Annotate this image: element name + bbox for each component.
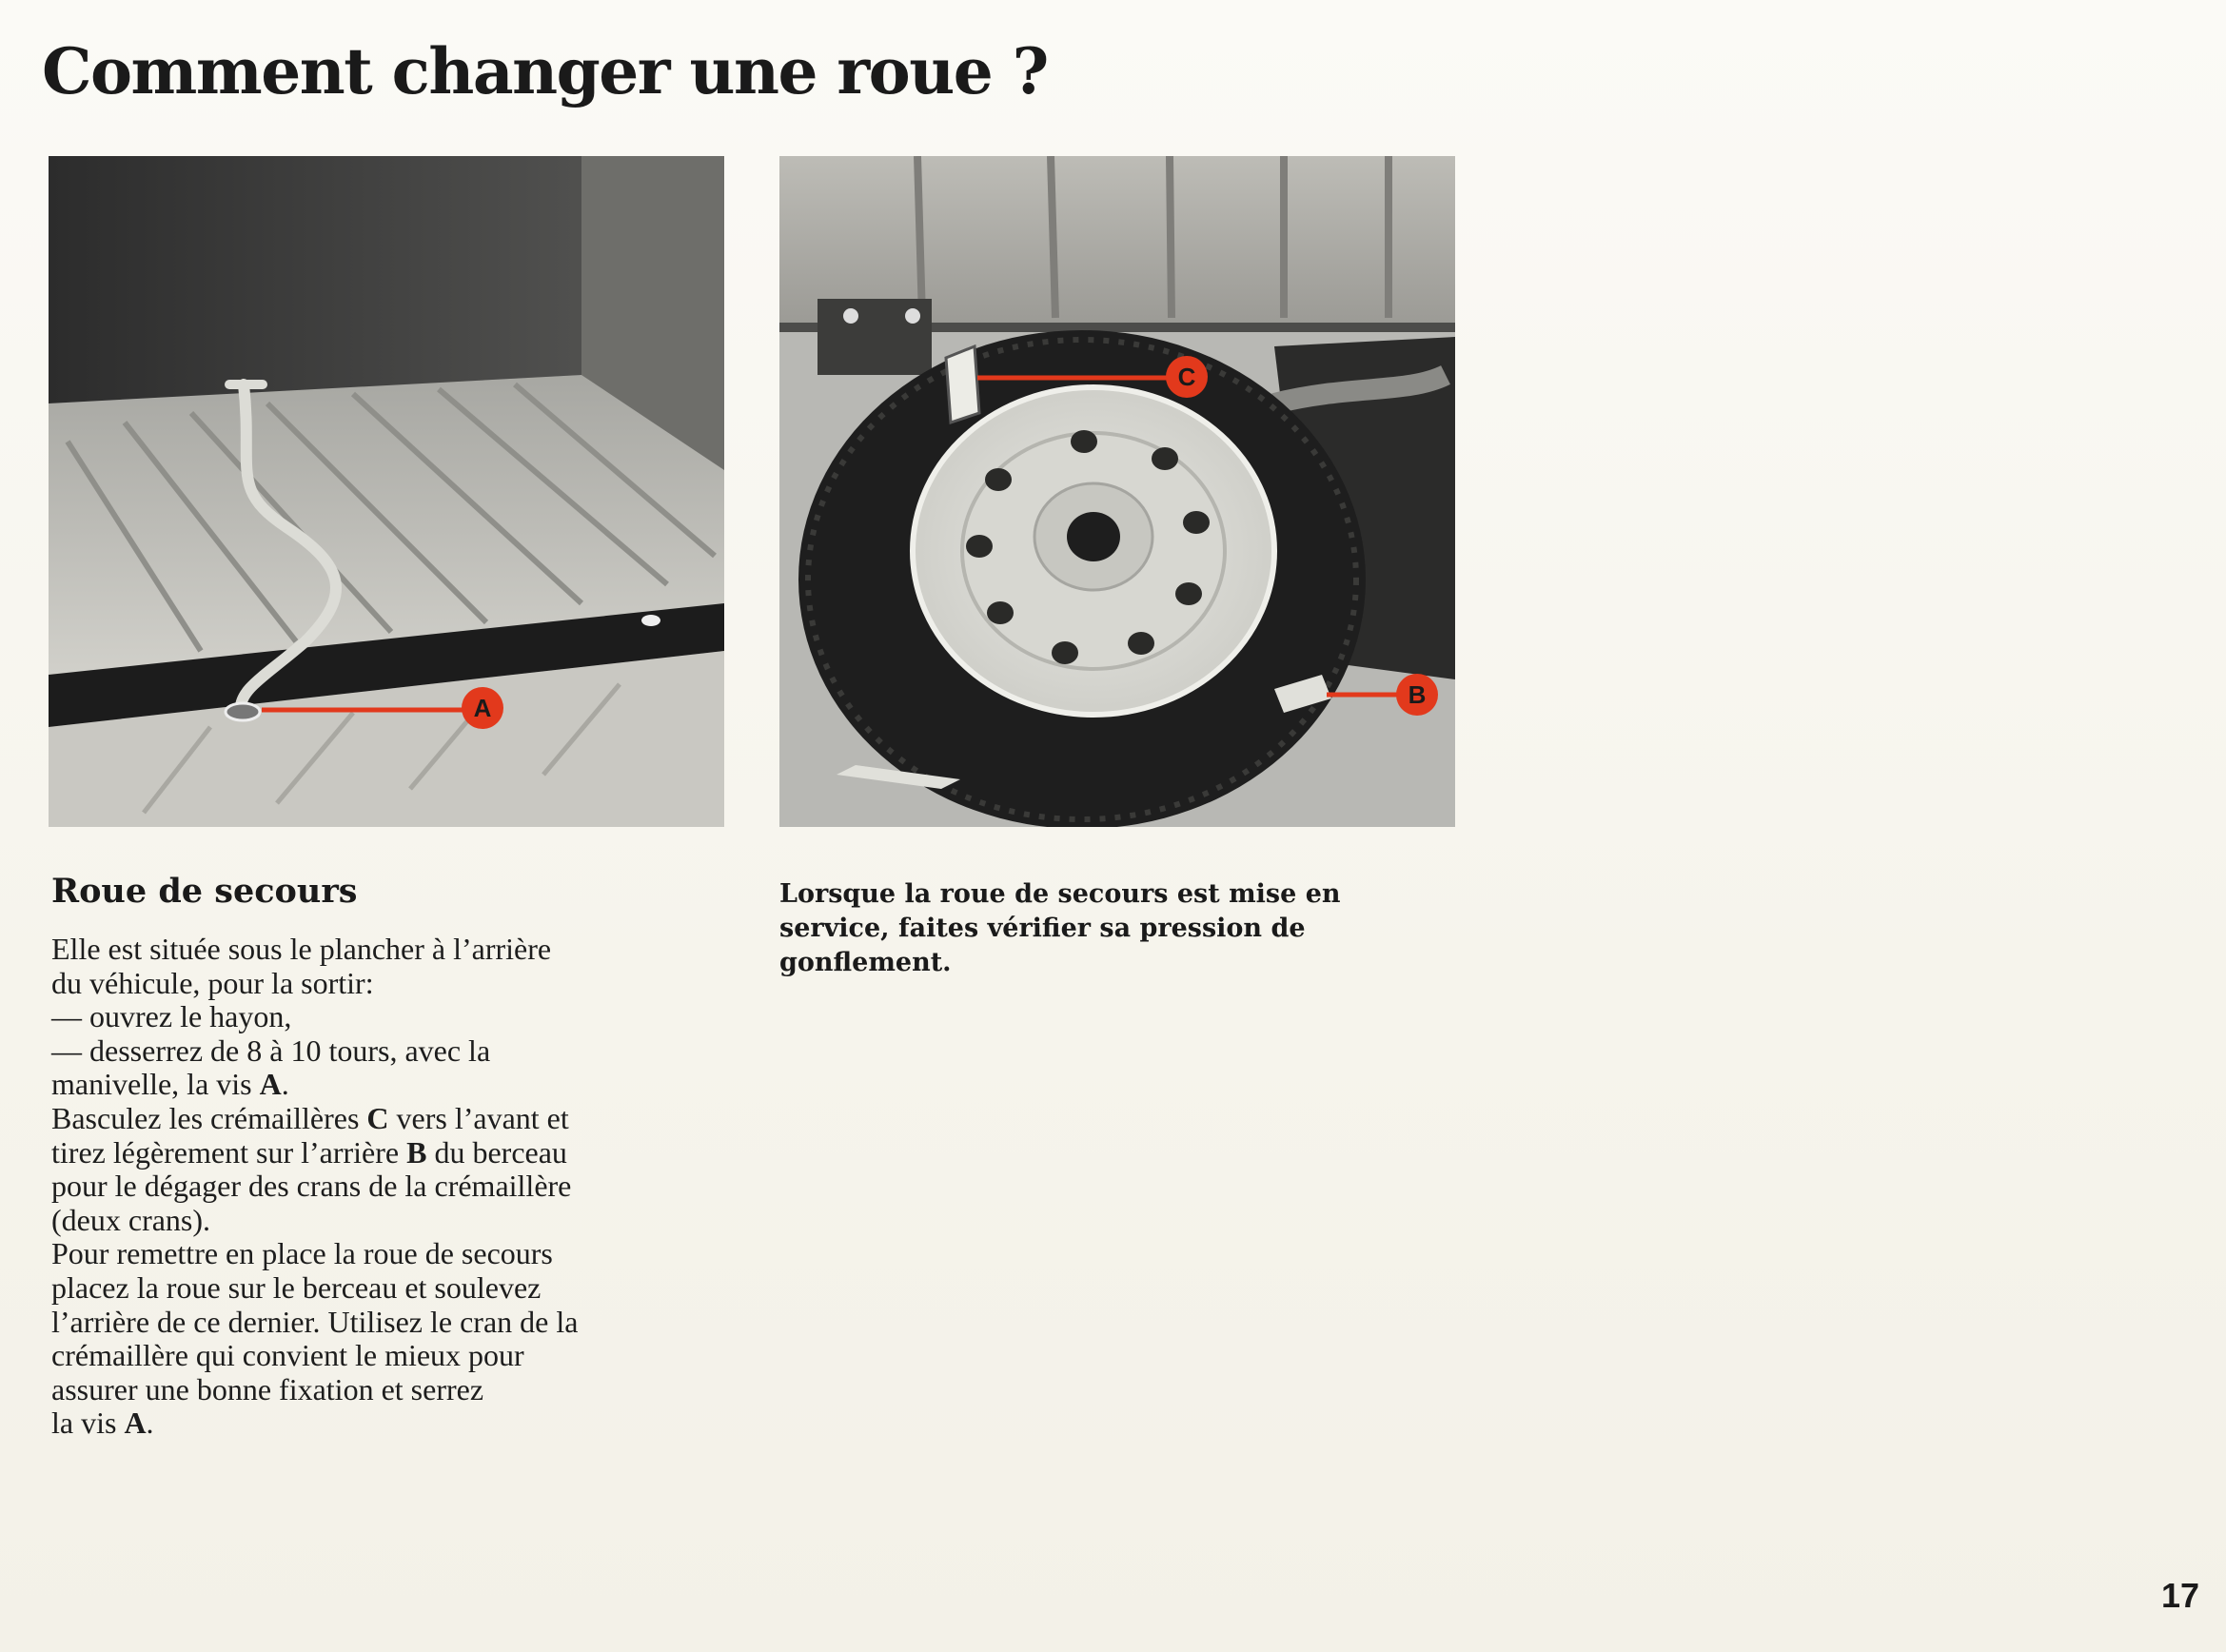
reference-letter: A bbox=[259, 1067, 282, 1102]
body-line-text: la vis bbox=[51, 1406, 125, 1441]
body-line bbox=[51, 1373, 718, 1407]
note-line: service, faites vérifier sa pression de bbox=[779, 914, 1306, 943]
note-line: gonflement. bbox=[779, 948, 952, 977]
body-line-tail: . bbox=[146, 1406, 154, 1441]
body-line bbox=[51, 1204, 718, 1238]
body-line bbox=[51, 1000, 718, 1034]
body-line-text: manivelle, la vis bbox=[51, 1067, 260, 1102]
body-line bbox=[51, 967, 718, 1001]
body-line bbox=[51, 1271, 718, 1306]
body-line-text: l’arrière de ce dernier. Utilisez le cran de la bbox=[51, 1304, 579, 1339]
trunk-floor-illustration bbox=[49, 156, 724, 827]
body-line-text: du véhicule, pour la sortir: bbox=[51, 965, 374, 1000]
body-line bbox=[51, 1136, 718, 1170]
body-line-text: Basculez les crémaillères bbox=[51, 1100, 367, 1135]
body-line bbox=[51, 1102, 718, 1136]
body-line-text: Elle est située sous le plancher à l’arrière bbox=[51, 932, 552, 966]
body-line-text: tirez légèrement sur l’arrière bbox=[51, 1134, 407, 1170]
body-line bbox=[51, 1406, 718, 1441]
body-line-tail: du berceau bbox=[426, 1134, 567, 1170]
marker-a-label: A bbox=[473, 694, 492, 722]
page-title: Comment changer une roue ? bbox=[42, 34, 1048, 108]
body-line bbox=[51, 1170, 718, 1204]
page-number: 17 bbox=[2160, 1576, 2199, 1615]
spare-wheel-photo bbox=[779, 156, 1455, 827]
pressure-note bbox=[779, 877, 1389, 980]
reference-letter: A bbox=[124, 1406, 147, 1441]
note-line: Lorsque la roue de secours est mise en bbox=[779, 879, 1341, 909]
section-heading: Roue de secours bbox=[51, 872, 358, 911]
body-line-tail: . bbox=[281, 1067, 289, 1102]
spare-wheel-illustration bbox=[779, 156, 1455, 827]
section-body bbox=[51, 933, 718, 1441]
body-line-text: — ouvrez le hayon, bbox=[51, 999, 292, 1034]
body-line-text: (deux crans). bbox=[51, 1202, 211, 1237]
body-line bbox=[51, 1339, 718, 1373]
body-line-text: crémaillère qui convient le mieux pour bbox=[51, 1338, 524, 1373]
body-line-text: placez la roue sur le berceau et soulevez bbox=[51, 1269, 542, 1305]
body-line bbox=[51, 933, 718, 967]
body-line-tail: vers l’avant et bbox=[388, 1100, 569, 1135]
trunk-floor-photo bbox=[49, 156, 724, 827]
body-line-text: assurer une bonne fixation et serrez bbox=[51, 1371, 484, 1406]
body-line-text: pour le dégager des crans de la crémaillère bbox=[51, 1169, 572, 1204]
body-line-text: — desserrez de 8 à 10 tours, avec la bbox=[51, 1032, 491, 1068]
body-line bbox=[51, 1237, 718, 1271]
reference-letter: C bbox=[366, 1100, 389, 1135]
body-line bbox=[51, 1068, 718, 1102]
body-line bbox=[51, 1306, 718, 1340]
marker-b-label: B bbox=[1408, 680, 1427, 709]
reference-letter: B bbox=[406, 1134, 427, 1170]
body-line-text: Pour remettre en place la roue de secours bbox=[51, 1236, 553, 1271]
marker-c-label: C bbox=[1177, 363, 1196, 391]
body-line bbox=[51, 1034, 718, 1069]
